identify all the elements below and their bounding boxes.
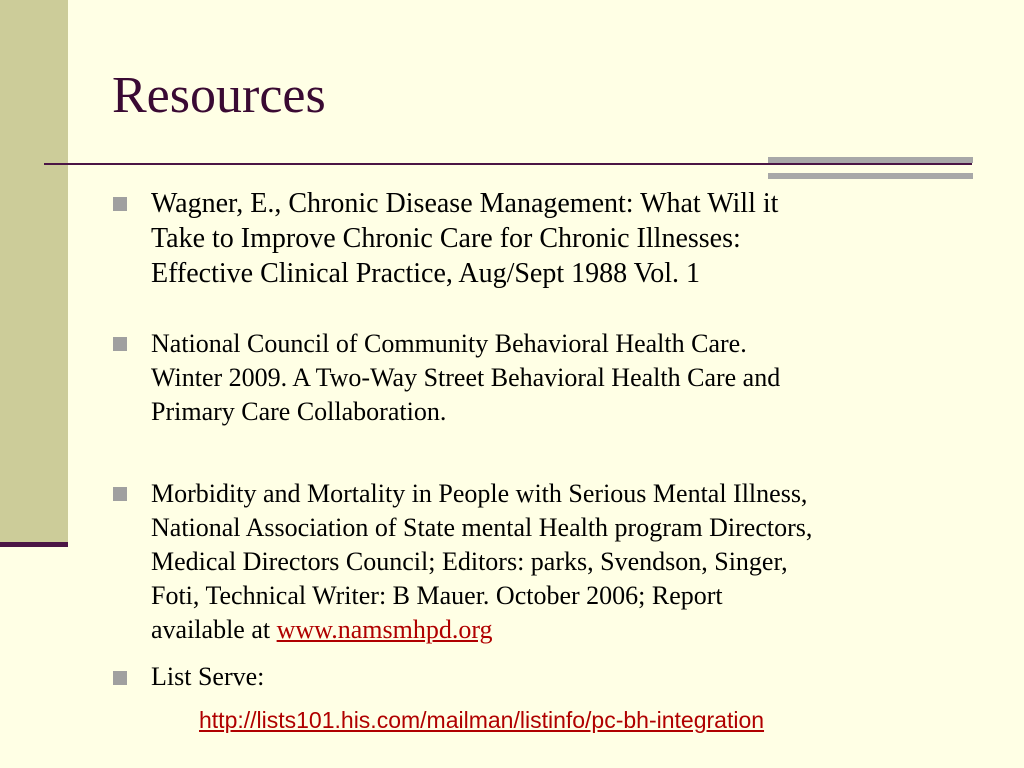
accent-bar-bottom	[768, 173, 973, 179]
left-band-accent-line	[0, 542, 68, 547]
bullet-text: Wagner, E., Chronic Disease Management: What Will it Take to Improve Chronic Care for Chronic Illnesses: Effective Clinical Practice, Aug/Sept 1988 Vol. 1	[151, 188, 779, 289]
left-decorative-band	[0, 0, 68, 545]
square-bullet-icon	[113, 671, 127, 685]
title-divider-line	[44, 163, 972, 165]
namsmhpd-link[interactable]: www.namsmhpd.org	[276, 615, 493, 644]
bullet-text: National Council of Community Behavioral Health Care. Winter 2009. A Two-Way Street Behavioral Health Care and Primary Care Collaboration.	[151, 329, 781, 426]
bullet-text: List Serve:	[151, 662, 265, 691]
slide-title: Resources	[112, 67, 326, 124]
square-bullet-icon	[113, 487, 127, 501]
listserv-link[interactable]: http://lists101.his.com/mailman/listinfo/pc-bh-integration	[199, 707, 765, 733]
square-bullet-icon	[113, 197, 127, 211]
square-bullet-icon	[113, 337, 127, 351]
accent-bar-top	[768, 157, 973, 163]
bullet-text	[151, 477, 971, 647]
bullet-text-body: Morbidity and Mortality in People with Serious Mental Illness, National Association of State mental Health program Directors, Medical Directors Council; Editors: parks, Svendson, Singer, Foti, Technical Writer: B Mauer. October 2006; Report available at	[151, 479, 813, 644]
